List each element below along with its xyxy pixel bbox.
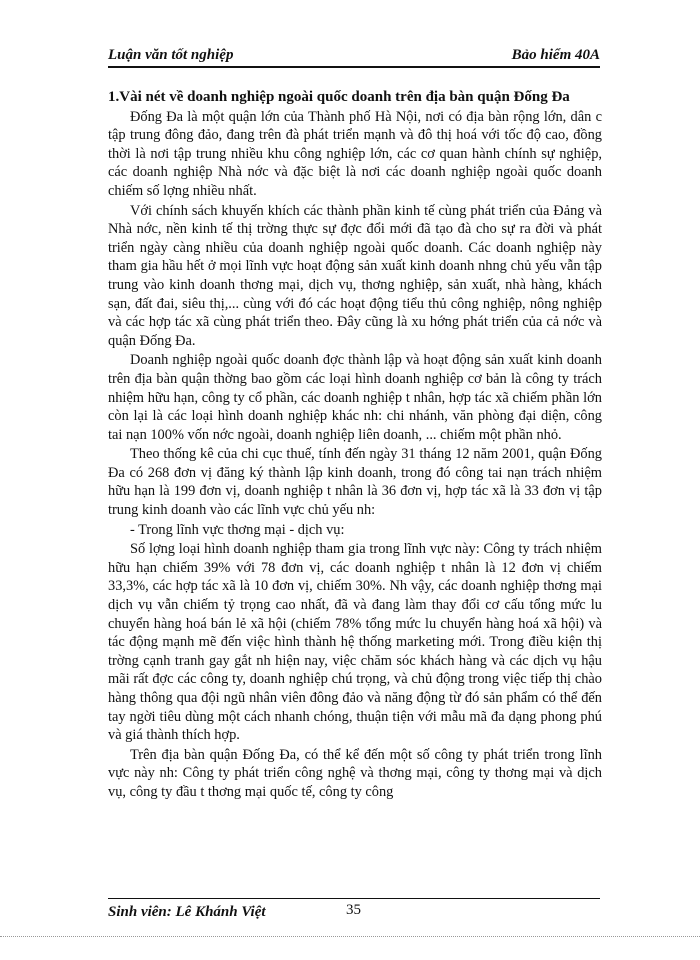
paragraph: Với chính sách khuyến khích các thành phần kinh tế cùng phát triển của Đảng và Nhà nớc, nền kinh tế thị trờng thực sự đợc đổi mới đã tạo đà cho sự ra đời và phát triển ngày càng nhiều của doanh nghiệp ngoài quốc doanh. Các doanh nghiệp này tham gia hầu hết ở mọi lĩnh vực hoạt động sản xuất kinh doanh nhng chủ yếu vẫn tập trung vào kinh doanh thơng mại, dịch vụ, thơng nghiệp, sản xuất, nhà hàng, khách sạn, đất đai, siêu thị,... cùng với đó các hoạt động tiểu thủ công nghiệp, nông nghiệp và các hợp tác xã cùng phát triển theo. Đây cũng là xu hớng phát triển của cả nớc và quận Đống Đa. [108,202,602,349]
footer-student-name: Sinh viên: Lê Khánh Việt [108,904,266,920]
page-header [108,44,600,68]
header-thesis-title: Luận văn tốt nghiệp [108,47,234,63]
section-heading: 1.Vài nét về doanh nghiệp ngoài quốc doanh trên địa bàn quận Đống Đa [108,89,570,105]
paragraph: Doanh nghiệp ngoài quốc doanh đợc thành lập và hoạt động sản xuất kinh doanh trên địa bàn quận thờng bao gồm các loại hình doanh nghiệp cơ bản là công ty trách nhiệm hữu hạn, công ty cổ phần, các doanh nghiệp t nhân, hợp tác xã chiếm phần lớn còn lại là các loại hình doanh nghiệp khác nh: chi nhánh, văn phòng đại diện, công tai nạn 100% vốn nớc ngoài, doanh nghiệp liên doanh, ... chiếm một phần nhỏ. [108,352,602,443]
paragraph: Theo thống kê của chi cục thuế, tính đến ngày 31 tháng 12 năm 2001, quận Đống Đa có 268 đơn vị đăng ký thành lập kinh doanh, trong đó công tai nạn trách nhiệm hữu hạn là 199 đơn vị, doanh nghiệp t nhân là 36 đơn vị, hợp tác xã là 33 đơn vị tập trung kinh doanh vào các lĩnh vực chủ yếu nh: [108,446,602,519]
list-item-paragraph: - Trong lĩnh vực thơng mại - dịch vụ: [130,521,345,538]
paragraph: Số lợng loại hình doanh nghiệp tham gia trong lĩnh vực này: Công ty trách nhiệm hữu hạn chiếm 39% với 78 đơn vị, các doanh nghiệp t nhân là 12 đơn vị chiếm 33,3%, các hợp tác xã là 10 đơn vị, chiếm 30%. Nh vậy, các doanh nghiệp thơng mại dịch vụ vẫn chiếm tỷ trọng cao nhất, đã và đang làm thay đổi cơ cấu tổng mức lu chuyển hàng hoá bán lẻ xã hội (chiếm 78% tổng mức lu chuyển hàng hoá xã hội) và tác động mạnh mẽ đến việc hình thành hệ thống marketing mới. Trong điều kiện thị trờng cạnh tranh gay gắt nh hiện nay, việc chăm sóc khách hàng và các dịch vụ hậu mãi rất đợc các công ty, doanh nghiệp chú trọng, và chủ động trong việc tiếp thị chào hàng thông qua đội ngũ nhân viên đông đảo và năng động từ đó sản phẩm có thể đến tay ngời tiêu dùng một cách nhanh chóng, thuận tiện với mẫu mã đa dạng phong phú và giá thành thích hợp. [108,541,602,744]
paragraph: Đống Đa là một quận lớn của Thành phố Hà Nội, nơi có địa bàn rộng lớn, dân c tập trung đông đảo, đang trên đà phát triển mạnh và đô thị hoá với tốc độ cao, đồng thời là nơi tập trung nhiều khu công nghiệp lớn, các cơ quan hành chính sự nghiệp, các doanh nghiệp Nhà nớc và đặc biệt là nơi các doanh nghiệp ngoài quốc doanh chiếm số lợng nhiều nhất. [108,108,602,199]
page-footer [108,898,600,923]
page-content [108,88,602,803]
header-class-name: Bảo hiểm 40A [511,47,600,63]
page-number: 35 [346,902,361,918]
paragraph: Trên địa bàn quận Đống Đa, có thể kể đến một số công ty phát triển trong lĩnh vực này nh: Công ty phát triển công nghệ và thơng mại, công ty thơng mại và dịch vụ, công ty đầu t thơng mại quốc tế, công ty công [108,746,602,800]
page-bottom-divider [0,936,700,937]
